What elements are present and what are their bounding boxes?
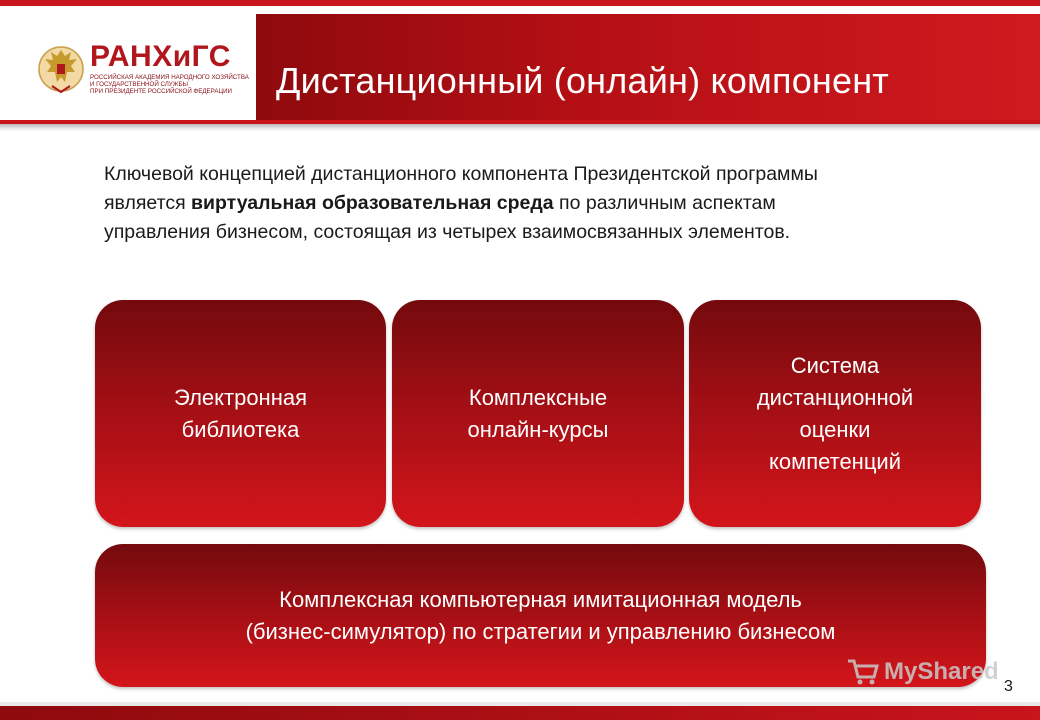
logo-subtitle: [90, 74, 250, 95]
logo-subtitle-line: И ГОСУДАРСТВЕННОЙ СЛУЖБЫ: [90, 81, 188, 88]
element-card-label: Комплексные онлайн-курсы: [467, 384, 609, 442]
logo-subtitle-line: ПРИ ПРЕЗИДЕНТЕ РОССИЙСКОЙ ФЕДЕРАЦИИ: [90, 88, 232, 95]
intro-paragraph: [104, 160, 864, 247]
page-number: 3: [1004, 678, 1013, 695]
intro-text-end: по различным аспектам управления бизнесом, состоящая из четырех взаимосвязанных элементов.: [104, 192, 791, 243]
logo-name: РАНХиГС: [90, 40, 231, 73]
element-card-label: Комплексная компьютерная имитационная модель (бизнес-симулятор) по стратегии и управлению бизнесом: [245, 586, 836, 644]
header-shadow: [0, 124, 1040, 132]
element-card-online-courses: [392, 300, 684, 527]
shopping-cart-icon: [846, 657, 880, 687]
intro-text-start: Ключевой концепцией дистанционного компонента Президентской программы является: [104, 163, 818, 214]
element-card-label: Система дистанционной оценки компетенций: [756, 352, 914, 474]
watermark-text: MyShared: [884, 658, 999, 685]
ranepa-logo: [38, 38, 249, 100]
double-headed-eagle-icon: [38, 42, 84, 96]
footer-band: [0, 706, 1040, 720]
page-title: Дистанционный (онлайн) компонент: [276, 60, 889, 101]
element-card-competency-assessment: [689, 300, 981, 527]
element-card-library: [95, 300, 386, 527]
logo-subtitle-line: РОССИЙСКАЯ АКАДЕМИЯ НАРОДНОГО ХОЗЯЙСТВА: [90, 74, 249, 81]
intro-highlight: виртуальная образовательная среда: [191, 192, 554, 214]
watermark: [846, 656, 999, 688]
element-card-label: Электронная библиотека: [173, 384, 308, 442]
